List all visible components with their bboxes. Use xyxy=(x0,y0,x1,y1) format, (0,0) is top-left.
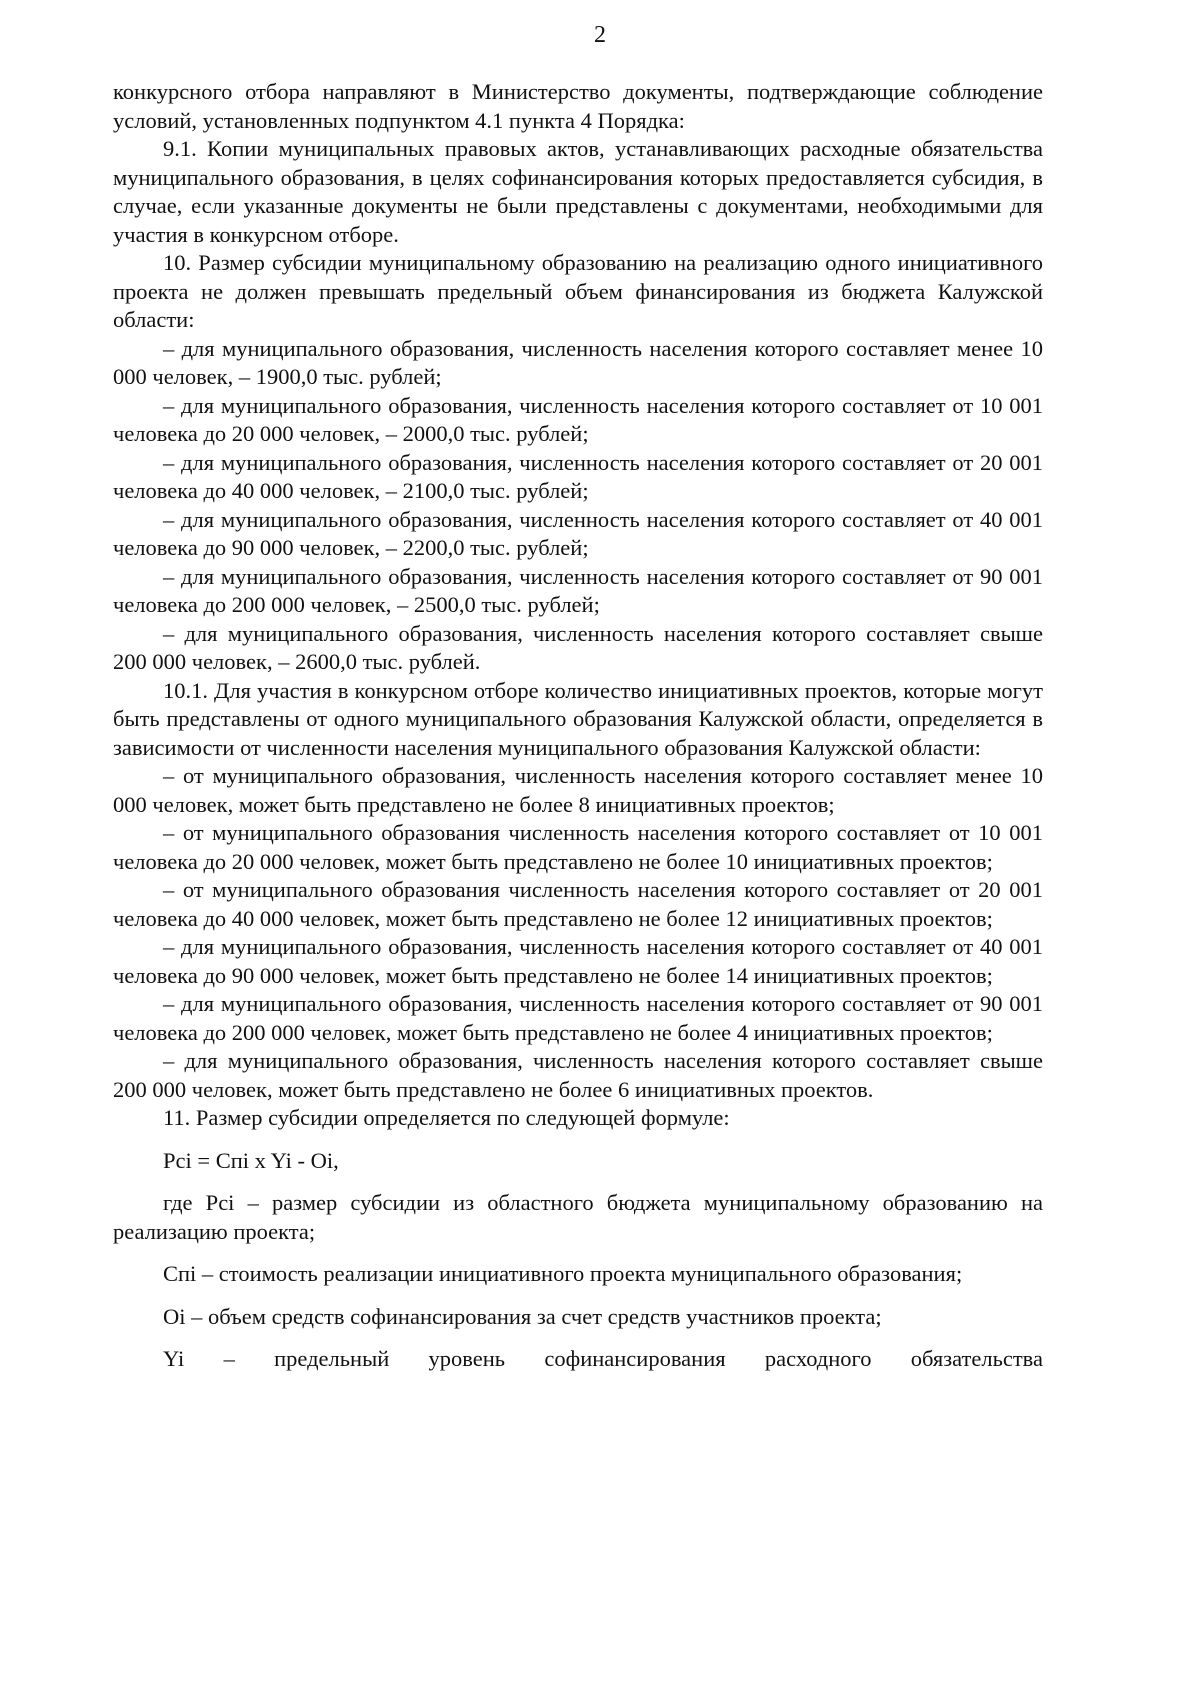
subsidy-formula: Рci = Спi x Yi - Оi, xyxy=(163,1147,339,1173)
definition-spi: Спi – стоимость реализации инициативного проекта муниципального образования; xyxy=(163,1261,963,1286)
list-item-subsidy-limit: – для муниципального образования, численность населения которого составляет от 10 001 человека до 20 000 человек, – 2000,0 тыс. рублей; xyxy=(113,392,1043,446)
list-item-subsidy-limit: – для муниципального образования, численность населения которого составляет менее 10 000 человек, – 1900,0 тыс. рублей; xyxy=(113,335,1043,389)
definition-oi: Оi – объем средств софинансирования за счет средств участников проекта; xyxy=(163,1303,882,1329)
definition-yi: Yi – предельный уровень софинансирования расходного обязательства xyxy=(163,1346,1043,1371)
list-item-subsidy-limit: – для муниципального образования, численность населения которого составляет свыше 200 000 человек, – 2600,0 тыс. рублей. xyxy=(113,620,1043,674)
list-item-subsidy-limit: – для муниципального образования, численность населения которого составляет от 40 001 человека до 90 000 человек, – 2200,0 тыс. рублей; xyxy=(113,506,1043,560)
page-number: 2 xyxy=(594,22,606,48)
paragraph-9-1: 9.1. Копии муниципальных правовых актов, устанавливающих расходные обязательства муниципального образования, в целях софинансирования которых предоставляется субсидия, в случае, если указанные документы не были представлены с документами, необходимыми для участия в конкурсном отборе. xyxy=(113,136,1043,247)
list-item-project-count: – от муниципального образования, численность населения которого составляет менее 10 000 человек, может быть представлено не более 8 инициативных проектов; xyxy=(113,763,1043,817)
list-item-project-count: – от муниципального образования численность населения которого составляет от 20 001 человека до 40 000 человек, может быть представлено не более 12 инициативных проектов; xyxy=(113,877,1043,931)
list-item-project-count: – от муниципального образования численность населения которого составляет от 10 001 человека до 20 000 человек, может быть представлено не более 10 инициативных проектов; xyxy=(113,820,1043,874)
document-body xyxy=(113,78,1043,1374)
list-item-project-count: – для муниципального образования, численность населения которого составляет свыше 200 000 человек, может быть представлено не более 6 инициативных проектов. xyxy=(113,1048,1043,1102)
list-item-project-count: – для муниципального образования, численность населения которого составляет от 90 001 человека до 200 000 человек, может быть представлено не более 4 инициативных проектов; xyxy=(113,991,1043,1045)
paragraph-11: 11. Размер субсидии определяется по следующей формуле: xyxy=(163,1105,730,1130)
definition-rci: где Рci – размер субсидии из областного бюджета муниципальному образованию на реализацию проекта; xyxy=(113,1190,1043,1244)
list-item-subsidy-limit: – для муниципального образования, численность населения которого составляет от 90 001 человека до 200 000 человек, – 2500,0 тыс. рублей; xyxy=(113,563,1043,617)
paragraph-10: 10. Размер субсидии муниципальному образованию на реализацию одного инициативного проекта не должен превышать предельный объем финансирования из бюджета Калужской области: xyxy=(113,250,1043,332)
paragraph-continuation: конкурсного отбора направляют в Министерство документы, подтверждающие соблюдение условий, установленных подпунктом 4.1 пункта 4 Порядка: xyxy=(113,79,1043,133)
list-item-project-count: – для муниципального образования, численность населения которого составляет от 40 001 человека до 90 000 человек, может быть представлено не более 14 инициативных проектов; xyxy=(113,934,1043,988)
paragraph-10-1: 10.1. Для участия в конкурсном отборе количество инициативных проектов, которые могут быть представлены от одного муниципального образования Калужской области, определяется в зависимости от численности населения муниципального образования Калужской области: xyxy=(113,677,1043,760)
list-item-subsidy-limit: – для муниципального образования, численность населения которого составляет от 20 001 человека до 40 000 человек, – 2100,0 тыс. рублей; xyxy=(113,449,1043,503)
